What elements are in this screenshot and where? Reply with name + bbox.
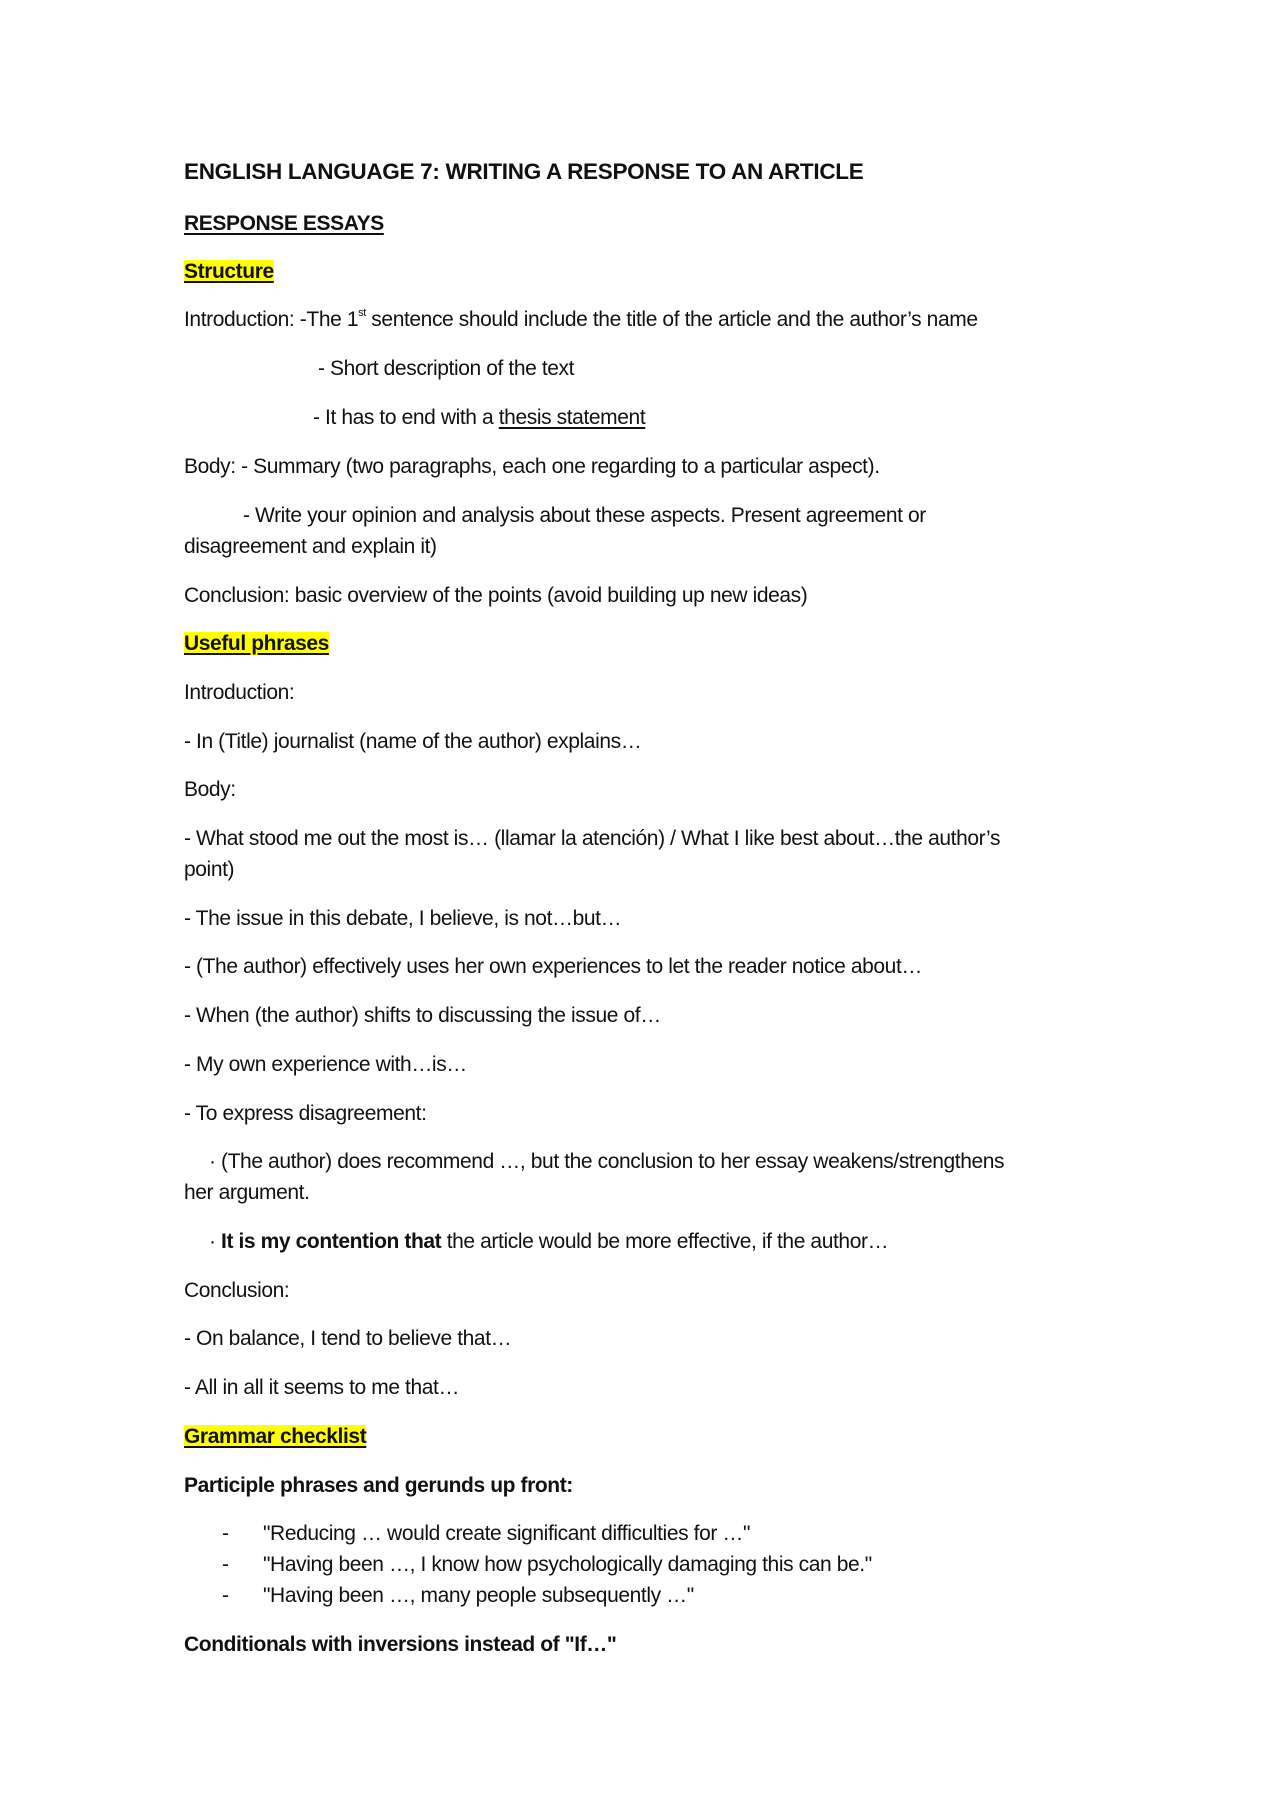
grammar-checklist-heading: Grammar checklist	[184, 1425, 367, 1448]
intro-rest: sentence should include the title of the article and the author’s name	[365, 308, 978, 331]
participle-heading: Participle phrases and gerunds up front:	[184, 1474, 573, 1497]
intro-label: Introduction: -The 1	[184, 308, 359, 331]
structure-body-2b: disagreement and explain it)	[184, 535, 437, 558]
thesis-statement-text: thesis statement	[498, 406, 646, 429]
phrases-body-1a: - What stood me out the most is… (llamar la atención) / What I like best about…the author’s	[184, 827, 1001, 850]
contention-bold: It is my contention that	[221, 1230, 442, 1253]
phrases-intro-label: Introduction:	[184, 681, 295, 704]
useful-phrases-heading: Useful phrases	[184, 632, 329, 655]
dash-bullet: -	[222, 1584, 229, 1607]
structure-intro-2: - Short description of the text	[318, 357, 575, 380]
section-subtitle: RESPONSE ESSAYS	[184, 212, 384, 235]
conditionals-heading: Conditionals with inversions instead of "If…"	[184, 1633, 617, 1656]
dash-bullet: -	[222, 1553, 229, 1576]
phrases-body-4: - When (the author) shifts to discussing the issue of…	[184, 1004, 661, 1027]
disagree-1a: · (The author) does recommend …, but the conclusion to her essay weakens/strengthens	[209, 1150, 1005, 1173]
phrases-conclusion-label: Conclusion:	[184, 1279, 290, 1302]
phrases-conclusion-2: - All in all it seems to me that…	[184, 1376, 460, 1399]
grammar-item-text: "Having been …, many people subsequently …"	[263, 1584, 694, 1607]
bullet: ·	[209, 1230, 222, 1253]
structure-body-2a: - Write your opinion and analysis about these aspects. Present agreement or	[243, 504, 926, 527]
grammar-item-text: "Reducing … would create significant difficulties for …"	[263, 1522, 751, 1545]
phrases-body-3: - (The author) effectively uses her own experiences to let the reader notice about…	[184, 955, 922, 978]
structure-intro-3	[313, 402, 645, 433]
structure-intro-line	[184, 304, 978, 335]
structure-conclusion: Conclusion: basic overview of the points (avoid building up new ideas)	[184, 584, 808, 607]
superscript: st	[358, 307, 366, 319]
structure-heading: Structure	[184, 260, 274, 283]
phrases-conclusion-1: - On balance, I tend to believe that…	[184, 1327, 512, 1350]
phrases-body-2: - The issue in this debate, I believe, is not…but…	[184, 907, 622, 930]
disagree-2	[209, 1226, 888, 1257]
phrases-body-6: - To express disagreement:	[184, 1102, 427, 1125]
structure-body-1: Body: - Summary (two paragraphs, each one regarding to a particular aspect).	[184, 455, 880, 478]
document-title: ENGLISH LANGUAGE 7: WRITING A RESPONSE TO AN ARTICLE	[184, 159, 864, 184]
grammar-item-text: "Having been …, I know how psychologically damaging this can be."	[263, 1553, 872, 1576]
contention-rest: the article would be more effective, if the author…	[441, 1230, 889, 1253]
disagree-1b: her argument.	[184, 1181, 310, 1204]
dash-bullet: -	[222, 1522, 229, 1545]
phrases-body-label: Body:	[184, 778, 236, 801]
phrases-body-5: - My own experience with…is…	[184, 1053, 467, 1076]
phrases-intro-1: - In (Title) journalist (name of the author) explains…	[184, 730, 642, 753]
intro-3-prefix: - It has to end with a	[313, 406, 499, 429]
phrases-body-1b: point)	[184, 858, 235, 881]
